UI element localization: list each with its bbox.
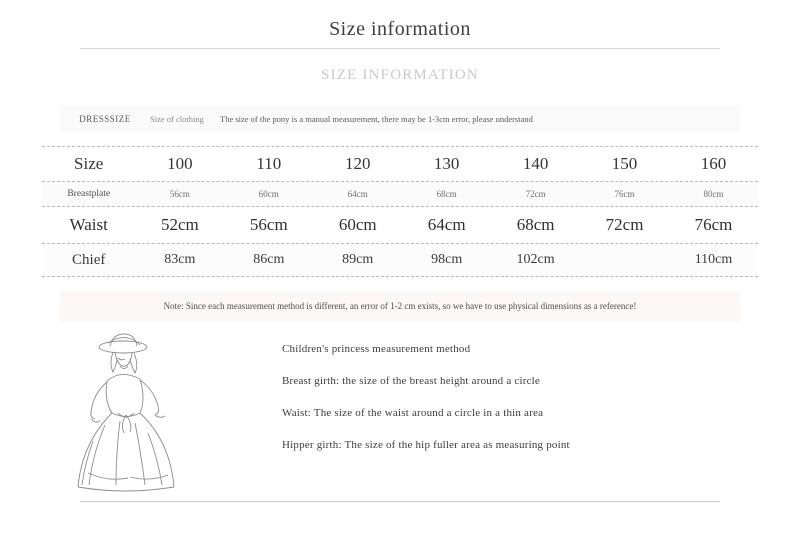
cell: 83cm [164,252,196,267]
cell: 60cm [338,215,377,234]
cell: 130 [433,154,460,173]
cell: 98cm [431,252,463,267]
cell: 64cm [427,215,466,234]
dresssize-label: DRESSSIZE [79,114,131,124]
table-row [42,244,758,277]
cell: 80cm [703,189,724,199]
cell: 110cm [694,252,733,267]
hipper-girth-line: Hipper girth: The size of the hip fuller area as measuring point [282,439,570,451]
measurement-heading: Children's princess measurement method [282,343,471,355]
cell: 100 [167,154,193,173]
measurement-instructions [270,325,740,451]
cell: 110 [256,154,282,173]
cell: 120 [344,154,371,173]
cell: 68cm [516,215,555,234]
footer-divider [80,501,720,502]
row-label: Waist [69,215,108,234]
size-table [42,146,758,277]
cell: 76cm [614,189,635,199]
cell: 160 [700,154,727,173]
breast-girth-line: Breast girth: the size of the breast height around a circle [282,375,540,387]
cell: 89cm [342,252,374,267]
waist-line: Waist: The size of the waist around a circle in a thin area [282,407,544,419]
cell: 72cm [605,215,644,234]
row-label: Chief [72,251,106,268]
cell: 60cm [258,189,279,199]
cell: 64cm [347,189,368,199]
cell: 56cm [249,215,288,234]
page-title: Size information [329,18,471,40]
page-subtitle: SIZE INFORMATION [321,67,479,83]
row-label: Size [74,154,104,173]
cell: 72cm [525,189,546,199]
cell: 140 [522,154,549,173]
dresssize-note-strip [60,106,740,132]
manual-measurement-note: The size of the pony is a manual measurement, there may be 1-3cm error, please understand [220,114,533,124]
measurement-info-area [60,325,740,495]
cell: 76cm [694,215,733,234]
cell: 68cm [436,189,457,199]
cell: 86cm [253,252,285,267]
title-divider [80,48,720,49]
cell: 150 [611,154,638,173]
page-header [0,0,800,49]
row-label: Breastplate [67,189,111,199]
table-row [42,207,758,244]
table-row [42,146,758,182]
size-of-clothing-label: Size of clothing [150,114,204,124]
cell: 56cm [169,189,190,199]
princess-dress-illustration [60,325,270,493]
measurement-error-note: Note: Since each measurement method is different, an error of 1-2 cm exists, so we have to use physical dimensions as a reference! [60,291,740,321]
cell: 102cm [516,252,555,267]
cell: 52cm [160,215,199,234]
table-row [42,182,758,207]
